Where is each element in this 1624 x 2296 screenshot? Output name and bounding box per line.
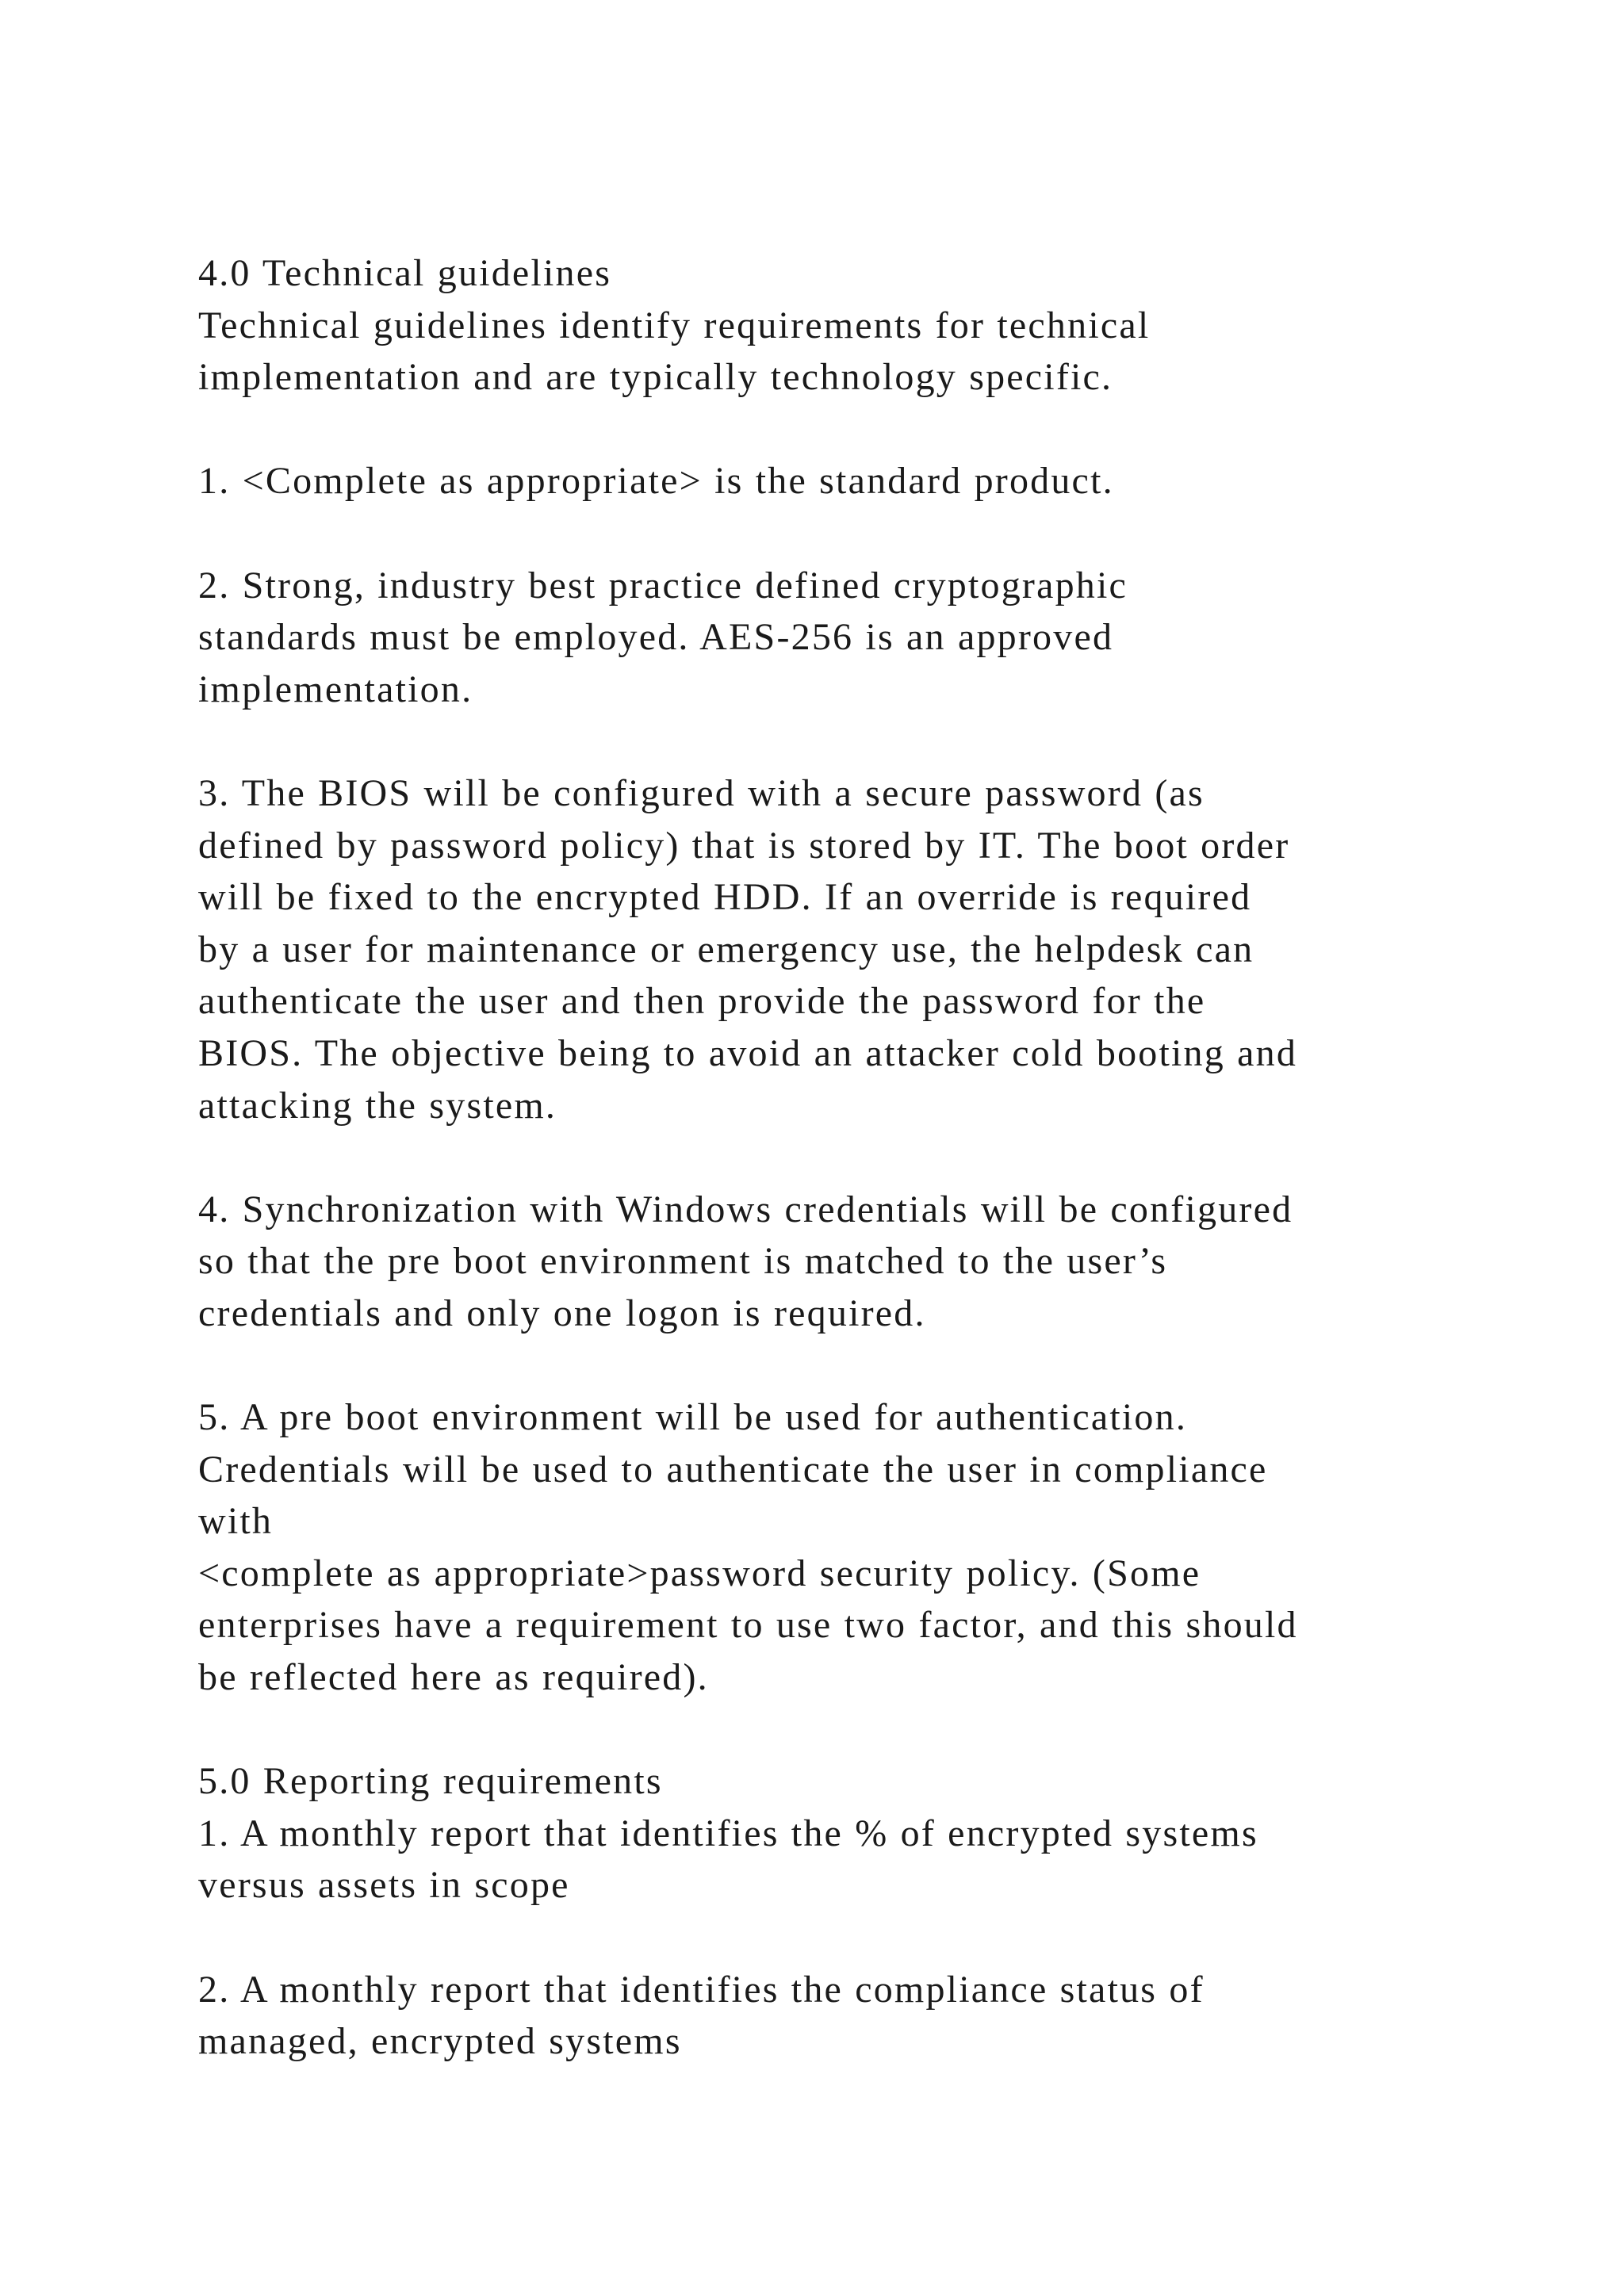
list-item-1 <box>198 455 1594 507</box>
list-item-line: 5. A pre boot environment will be used for authentication. <box>198 1396 1188 1439</box>
list-item-line: 3. The BIOS will be configured with a secure password (as <box>198 771 1205 814</box>
list-item-line: so that the pre boot environment is matched to the user’s <box>198 1240 1168 1283</box>
section-heading: 5.0 Reporting requirements <box>198 1760 663 1803</box>
document-page <box>198 247 1594 2068</box>
list-item-2 <box>198 560 1594 716</box>
list-item-4 <box>198 1184 1594 1340</box>
list-item-line: credentials and only one logon is required. <box>198 1292 926 1334</box>
list-item-line: attacking the system. <box>198 1084 557 1127</box>
list-item-5 <box>198 1391 1594 1704</box>
intro-line: Technical guidelines identify requirements for technical <box>198 304 1151 346</box>
list-item-line: managed, encrypted systems <box>198 2020 682 2063</box>
list-item-line: be reflected here as required). <box>198 1656 709 1699</box>
list-item-line: implementation. <box>198 668 473 710</box>
list-item-line: authenticate the user and then provide the password for the <box>198 980 1206 1023</box>
list-item-2 <box>198 1964 1594 2068</box>
list-item-line: enterprises have a requirement to use two factor, and this should <box>198 1604 1298 1647</box>
section-technical-guidelines <box>198 247 1594 1755</box>
section-heading: 4.0 Technical guidelines <box>198 252 612 294</box>
list-item-line: with <box>198 1500 274 1543</box>
list-item-line: BIOS. The objective being to avoid an attacker cold booting and <box>198 1031 1298 1074</box>
list-item-line: 2. Strong, industry best practice defined cryptographic <box>198 564 1128 607</box>
list-item-line: defined by password policy) that is stored by IT. The boot order <box>198 824 1290 867</box>
section-reporting-requirements <box>198 1755 1594 2068</box>
list-item-line: will be fixed to the encrypted HDD. If an override is required <box>198 876 1252 919</box>
list-item-line: 1. A monthly report that identifies the % of encrypted systems <box>198 1812 1258 1854</box>
section-intro <box>198 300 1594 404</box>
list-item-3 <box>198 767 1594 1131</box>
list-item-line: 2. A monthly report that identifies the compliance status of <box>198 1968 1205 2011</box>
list-item-line: 4. Synchronization with Windows credentials will be configured <box>198 1188 1293 1230</box>
intro-line: implementation and are typically technology specific. <box>198 356 1113 399</box>
list-item-line: standards must be employed. AES-256 is an approved <box>198 616 1114 659</box>
list-item-line: by a user for maintenance or emergency use, the helpdesk can <box>198 928 1254 970</box>
list-item-line: <complete as appropriate>password security policy. (Some <box>198 1552 1201 1594</box>
list-item-line: Credentials will be used to authenticate the user in compliance <box>198 1448 1268 1490</box>
list-item-line: 1. <Complete as appropriate> is the standard product. <box>198 460 1114 503</box>
list-item-line: versus assets in scope <box>198 1864 570 1907</box>
list-item-1 <box>198 1808 1594 1911</box>
